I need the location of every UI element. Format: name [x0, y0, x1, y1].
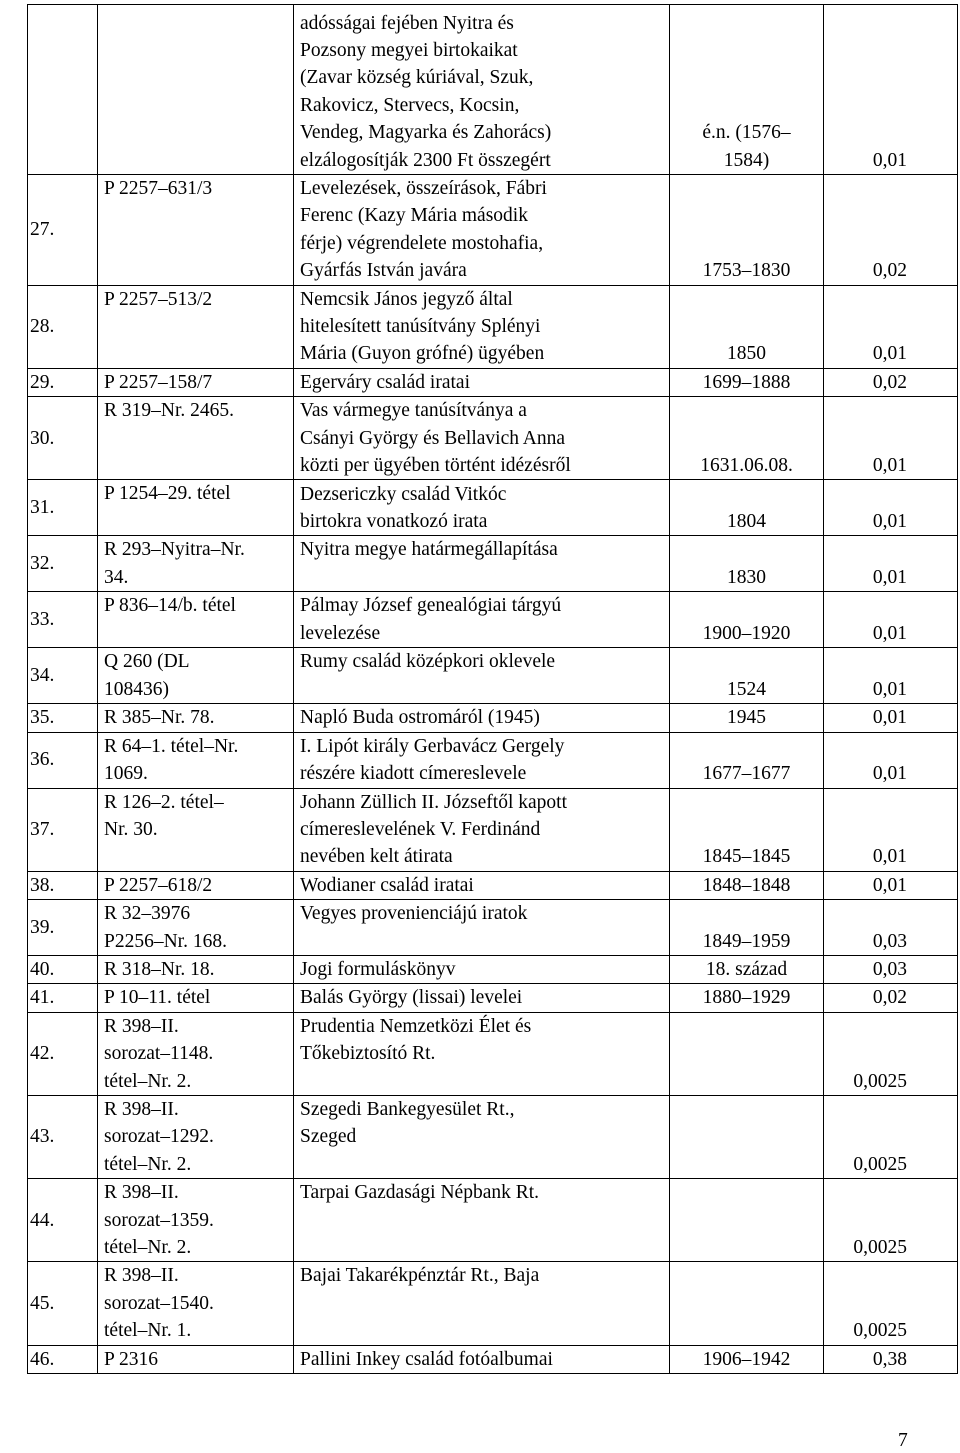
table-row [28, 397, 958, 480]
record-date: 1753–1830 [670, 175, 824, 286]
record-description: Pálmay József genealógiai tárgyú levelezése [294, 592, 670, 648]
table-row [28, 1012, 958, 1095]
archival-reference: R 385–Nr. 78. [98, 704, 294, 732]
archival-reference: R 398–II. sorozat–1292. tétel–Nr. 2. [98, 1095, 294, 1178]
archival-reference: P 2257–158/7 [98, 368, 294, 396]
archival-reference: P 2316 [98, 1345, 294, 1373]
record-date: 1850 [670, 285, 824, 368]
table-row [28, 704, 958, 732]
row-number: 39. [28, 900, 98, 956]
record-date: 1524 [670, 648, 824, 704]
row-number: 28. [28, 285, 98, 368]
record-description: Vegyes provenienciájú iratok [294, 900, 670, 956]
archival-reference: P 2257–631/3 [98, 175, 294, 286]
archival-reference: P 10–11. tétel [98, 984, 294, 1012]
record-description: Nemcsik János jegyző által hitelesített tanúsítvány Splényi Mária (Guyon grófné) ügyében [294, 285, 670, 368]
archival-reference: R 398–II. sorozat–1359. tétel–Nr. 2. [98, 1179, 294, 1262]
record-date: 1631.06.08. [670, 397, 824, 480]
table-row [28, 1262, 958, 1345]
record-date: 1900–1920 [670, 592, 824, 648]
record-description: Tarpai Gazdasági Népbank Rt. [294, 1179, 670, 1262]
table-row [28, 1345, 958, 1373]
table-row [28, 285, 958, 368]
table-body [28, 5, 958, 1374]
row-number: 29. [28, 368, 98, 396]
row-number: 42. [28, 1012, 98, 1095]
record-description: Jogi formuláskönyv [294, 955, 670, 983]
record-date [670, 1012, 824, 1095]
row-number: 43. [28, 1095, 98, 1178]
row-number: 32. [28, 536, 98, 592]
record-description: Johann Züllich II. Józseftől kapott címereslevelének V. Ferdinánd nevében kelt átirata [294, 788, 670, 871]
record-date: 1699–1888 [670, 368, 824, 396]
record-date: 1804 [670, 480, 824, 536]
record-size: 0,0025 [824, 1179, 958, 1262]
record-description: Prudentia Nemzetközi Élet és Tőkebiztosító Rt. [294, 1012, 670, 1095]
record-date: 1906–1942 [670, 1345, 824, 1373]
record-date: 1848–1848 [670, 871, 824, 899]
record-size: 0,01 [824, 536, 958, 592]
page-number: 7 [898, 1430, 908, 1451]
record-description: Nyitra megye határmegállapítása [294, 536, 670, 592]
table-row [28, 732, 958, 788]
row-number: 45. [28, 1262, 98, 1345]
table-row [28, 1095, 958, 1178]
record-size: 0,03 [824, 900, 958, 956]
record-date: é.n. (1576– 1584) [670, 5, 824, 175]
archival-reference: R 64–1. tétel–Nr. 1069. [98, 732, 294, 788]
table-row [28, 900, 958, 956]
record-size: 0,01 [824, 648, 958, 704]
record-size: 0,01 [824, 704, 958, 732]
archival-reference: P 836–14/b. tétel [98, 592, 294, 648]
table-row [28, 648, 958, 704]
archival-reference: R 318–Nr. 18. [98, 955, 294, 983]
archival-reference [98, 5, 294, 175]
archival-reference: R 319–Nr. 2465. [98, 397, 294, 480]
row-number: 38. [28, 871, 98, 899]
record-description: Rumy család középkori oklevele [294, 648, 670, 704]
record-date: 1845–1845 [670, 788, 824, 871]
archival-reference: R 398–II. sorozat–1148. tétel–Nr. 2. [98, 1012, 294, 1095]
record-description: I. Lipót király Gerbavácz Gergely részére kiadott címereslevele [294, 732, 670, 788]
table-row [28, 871, 958, 899]
record-size: 0,01 [824, 592, 958, 648]
row-number: 40. [28, 955, 98, 983]
record-size: 0,03 [824, 955, 958, 983]
record-size: 0,01 [824, 732, 958, 788]
archive-inventory-table [27, 4, 958, 1374]
archival-reference: P 2257–618/2 [98, 871, 294, 899]
record-date [670, 1262, 824, 1345]
table-row [28, 480, 958, 536]
record-date: 1849–1959 [670, 900, 824, 956]
row-number: 30. [28, 397, 98, 480]
table-row [28, 536, 958, 592]
record-date: 1677–1677 [670, 732, 824, 788]
record-date: 18. század [670, 955, 824, 983]
row-number: 31. [28, 480, 98, 536]
record-description: Levelezések, összeírások, Fábri Ferenc (Kazy Mária második férje) végrendelete mostohafia, Gyárfás István javára [294, 175, 670, 286]
archival-reference: P 2257–513/2 [98, 285, 294, 368]
table-row [28, 5, 958, 175]
row-number: 27. [28, 175, 98, 286]
table-row [28, 984, 958, 1012]
archival-reference: R 32–3976 P2256–Nr. 168. [98, 900, 294, 956]
record-size: 0,01 [824, 788, 958, 871]
record-date: 1830 [670, 536, 824, 592]
row-number: 33. [28, 592, 98, 648]
record-date: 1880–1929 [670, 984, 824, 1012]
row-number: 37. [28, 788, 98, 871]
table-row [28, 1179, 958, 1262]
record-date [670, 1179, 824, 1262]
record-description: Dezsericzky család Vitkóc birtokra vonatkozó irata [294, 480, 670, 536]
table-row [28, 592, 958, 648]
record-description: Szegedi Bankegyesület Rt., Szeged [294, 1095, 670, 1178]
record-description: Egerváry család iratai [294, 368, 670, 396]
record-description: Balás György (lissai) levelei [294, 984, 670, 1012]
record-size: 0,01 [824, 871, 958, 899]
record-date: 1945 [670, 704, 824, 732]
row-number: 34. [28, 648, 98, 704]
record-size: 0,38 [824, 1345, 958, 1373]
archival-reference: R 293–Nyitra–Nr. 34. [98, 536, 294, 592]
record-description: adósságai fejében Nyitra és Pozsony megyei birtokaikat (Zavar község kúriával, Szuk, Rakovicz, Stervecs, Kocsin, Vendeg, Magyarka és Zahorács) elzálogosítják 2300 Ft összegért [294, 5, 670, 175]
record-size: 0,01 [824, 397, 958, 480]
record-size: 0,01 [824, 285, 958, 368]
record-size: 0,02 [824, 984, 958, 1012]
table-row [28, 955, 958, 983]
table-row [28, 788, 958, 871]
record-description: Vas vármegye tanúsítványa a Csányi György és Bellavich Anna közti per ügyében történt idézésről [294, 397, 670, 480]
record-size: 0,01 [824, 5, 958, 175]
record-size: 0,0025 [824, 1095, 958, 1178]
record-size: 0,0025 [824, 1012, 958, 1095]
record-size: 0,01 [824, 480, 958, 536]
record-size: 0,02 [824, 368, 958, 396]
archival-reference: Q 260 (DL 108436) [98, 648, 294, 704]
record-description: Pallini Inkey család fotóalbumai [294, 1345, 670, 1373]
table-row [28, 368, 958, 396]
archival-reference: P 1254–29. tétel [98, 480, 294, 536]
record-description: Bajai Takarékpénztár Rt., Baja [294, 1262, 670, 1345]
record-description: Wodianer család iratai [294, 871, 670, 899]
record-description: Napló Buda ostromáról (1945) [294, 704, 670, 732]
record-size: 0,02 [824, 175, 958, 286]
archival-reference: R 126–2. tétel– Nr. 30. [98, 788, 294, 871]
row-number: 35. [28, 704, 98, 732]
row-number: 36. [28, 732, 98, 788]
record-date [670, 1095, 824, 1178]
row-number: 41. [28, 984, 98, 1012]
row-number: 44. [28, 1179, 98, 1262]
record-size: 0,0025 [824, 1262, 958, 1345]
row-number: 46. [28, 1345, 98, 1373]
archival-reference: R 398–II. sorozat–1540. tétel–Nr. 1. [98, 1262, 294, 1345]
table-row [28, 175, 958, 286]
row-number [28, 5, 98, 175]
